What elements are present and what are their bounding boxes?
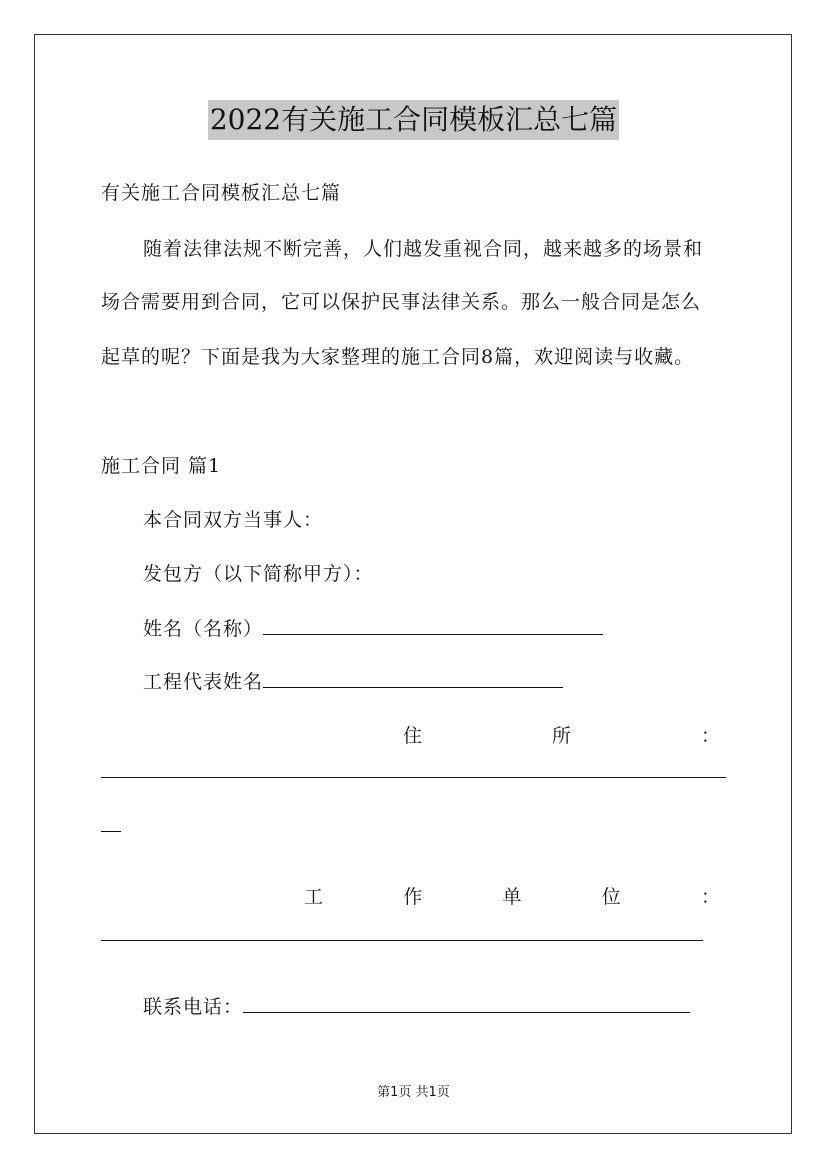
name-label: 姓名（名称） (143, 618, 264, 640)
phone-field-row (143, 994, 768, 1019)
name-blank-line (263, 616, 603, 635)
document-subtitle: 有关施工合同模板汇总七篇 (101, 182, 342, 204)
intro-line-2: 场合需要用到合同，它可以保护民事法律关系。那么一般合同是怎么 (101, 291, 702, 313)
parties-line: 本合同双方当事人： (143, 509, 324, 531)
address-blank-line-wrap (101, 831, 121, 832)
work-unit-char-5: ： (700, 886, 720, 908)
section-heading: 施工合同 篇1 (101, 455, 222, 477)
address-blank-line (101, 777, 726, 778)
intro-line-1: 随着法律法规不断完善，人们越发重视合同，越来越多的场景和 (143, 238, 704, 260)
employer-line: 发包方（以下简称甲方）： (143, 563, 374, 585)
document-title-wrap (0, 100, 827, 140)
phone-blank-line (243, 994, 690, 1013)
rep-blank-line (263, 669, 563, 688)
work-unit-blank-line (101, 940, 703, 941)
page-footer: 第1页 共1页 (377, 1085, 450, 1100)
address-label-row (403, 724, 720, 748)
work-unit-label-row (304, 885, 720, 909)
intro-line-3: 起草的呢？下面是我为大家整理的施工合同8篇，欢迎阅读与收藏。 (101, 346, 695, 368)
phone-label: 联系电话： (143, 996, 244, 1018)
address-char-1: 住 (403, 725, 423, 747)
rep-label: 工程代表姓名 (143, 671, 264, 693)
document-title: 2022有关施工合同模板汇总七篇 (208, 100, 619, 140)
work-unit-char-1: 工 (304, 886, 324, 908)
rep-field-row (143, 669, 768, 694)
address-char-2: 所 (551, 725, 571, 747)
name-field-row (143, 616, 768, 641)
work-unit-char-4: 位 (601, 886, 621, 908)
work-unit-char-2: 作 (403, 886, 423, 908)
work-unit-char-3: 单 (502, 886, 522, 908)
address-char-3: ： (700, 725, 720, 747)
